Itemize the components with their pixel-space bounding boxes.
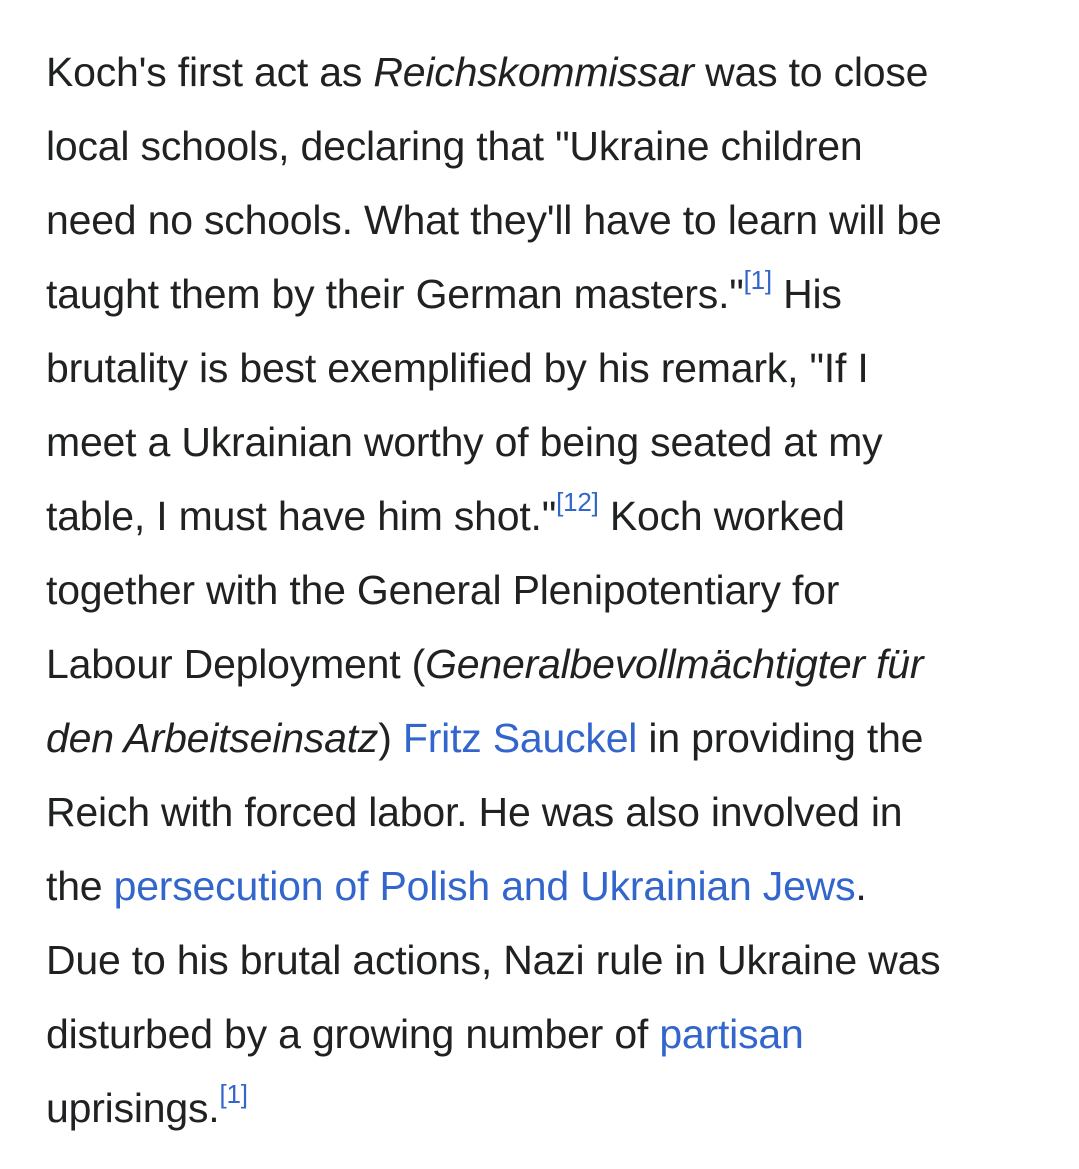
- paragraph-text: table, I must have him shot.": [46, 493, 557, 539]
- italic-term: den Arbeitseinsatz: [46, 715, 379, 761]
- citation-link[interactable]: [1]: [743, 265, 772, 296]
- citation-reference: [219, 1079, 247, 1109]
- paragraph-text: His: [771, 271, 842, 317]
- article-link-fritz-sauckel[interactable]: Fritz Sauckel: [402, 715, 638, 761]
- paragraph-text: meet a Ukrainian worthy of being seated at my: [46, 419, 883, 465]
- paragraph-text: Labour Deployment (: [46, 641, 426, 687]
- citation-link[interactable]: [12]: [556, 487, 599, 518]
- paragraph-line: [46, 701, 1056, 775]
- paragraph-text: local schools, declaring that "Ukraine children: [46, 123, 863, 169]
- citation-reference: [744, 265, 772, 295]
- paragraph-text: brutality is best exemplified by his remark, "If I: [46, 345, 869, 391]
- paragraph-text: disturbed by a growing number of: [46, 1011, 660, 1057]
- paragraph-text: need no schools. What they'll have to learn will be: [46, 197, 942, 243]
- paragraph-text: Koch's first act as: [46, 49, 374, 95]
- paragraph-text: Koch worked: [598, 493, 845, 539]
- italic-term: Reichskommissar: [373, 49, 694, 95]
- paragraph-line: [46, 405, 1056, 479]
- paragraph-line: [46, 923, 1056, 997]
- paragraph-text: was to close: [693, 49, 929, 95]
- paragraph-line: [46, 35, 1056, 109]
- paragraph-line: [46, 183, 1056, 257]
- paragraph-line: [46, 331, 1056, 405]
- paragraph-line: [46, 1071, 1056, 1145]
- paragraph-line: [46, 553, 1056, 627]
- paragraph-line: [46, 627, 1056, 701]
- paragraph-text: uprisings.: [46, 1085, 220, 1131]
- citation-link[interactable]: [1]: [219, 1079, 248, 1110]
- paragraph-line: [46, 775, 1056, 849]
- citation-reference: [556, 487, 599, 517]
- article-paragraph: [46, 35, 1056, 1145]
- paragraph-text: together with the General Plenipotentiary for: [46, 567, 840, 613]
- paragraph-text: ): [378, 715, 403, 761]
- paragraph-line: [46, 479, 1056, 553]
- paragraph-line: [46, 849, 1056, 923]
- italic-term: Generalbevollmächtigter für: [425, 641, 924, 687]
- paragraph-text: Due to his brutal actions, Nazi rule in Ukraine was: [46, 937, 941, 983]
- paragraph-text: in providing the: [637, 715, 924, 761]
- paragraph-line: [46, 257, 1056, 331]
- paragraph-line: [46, 109, 1056, 183]
- paragraph-text: the: [46, 863, 114, 909]
- paragraph-line: [46, 997, 1056, 1071]
- article-link-persecution-of-polish-and-ukrainian-jews[interactable]: persecution of Polish and Ukrainian Jews: [113, 863, 856, 909]
- paragraph-text: .: [855, 863, 867, 909]
- paragraph-text: Reich with forced labor. He was also involved in: [46, 789, 903, 835]
- article-link-partisan[interactable]: partisan: [659, 1011, 804, 1057]
- paragraph-text: taught them by their German masters.": [46, 271, 744, 317]
